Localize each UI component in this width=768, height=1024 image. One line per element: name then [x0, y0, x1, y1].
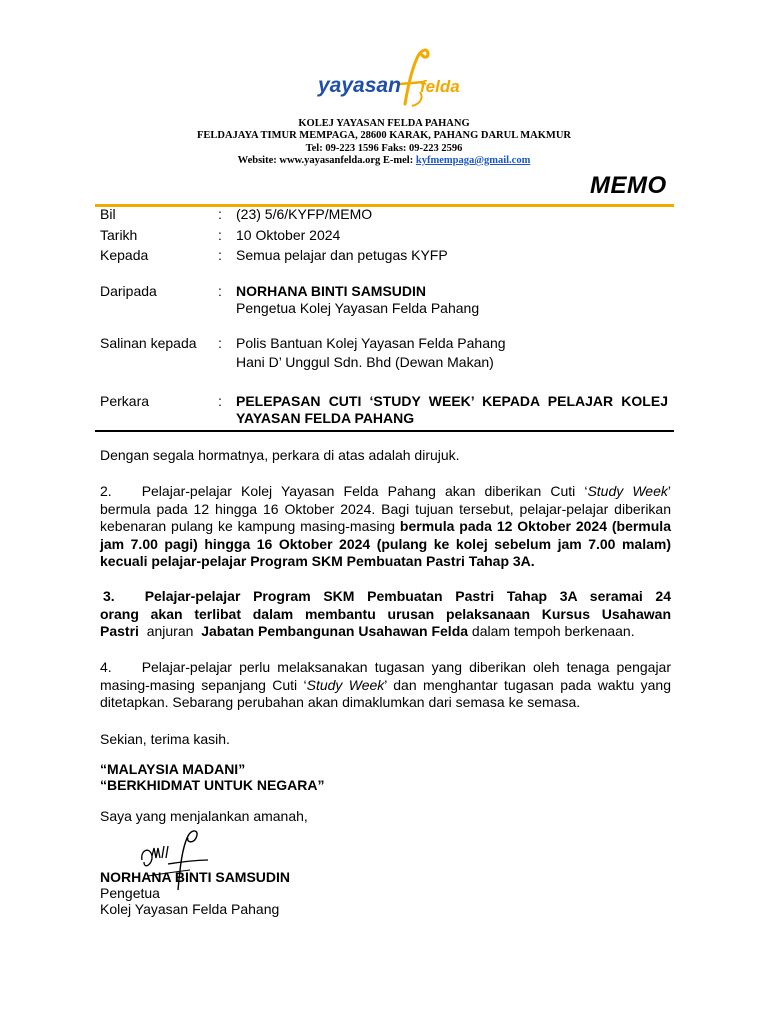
bil-colon: :	[218, 206, 222, 222]
p2-text-3b: bermula pada 12 Oktober 2024 (bermula	[399, 518, 671, 534]
daripada-colon: :	[218, 283, 222, 299]
p3-text-1: Pelajar-pelajar Program SKM Pembuatan Pastri Tahap 3A seramai 24	[144, 588, 671, 604]
p2-text-3a: kebenaran pulang ke kampung masing-masing	[100, 518, 400, 534]
p2-line-2: bermula pada 12 hingga 16 Oktober 2024. Bagi tujuan tersebut, pelajar-pelajar diberikan	[100, 500, 671, 517]
p2-text-1i: Study Week	[587, 483, 668, 499]
p2-line-5: kecuali pelajar-pelajar Program SKM Pembuatan Pastri Tahap 3A.	[100, 553, 535, 569]
p4-text-1: Pelajar-pelajar perlu melaksanakan tugasan yang diberikan oleh tenaga pengajar	[141, 659, 671, 675]
p4-line-1	[100, 659, 671, 677]
perkara-colon: :	[218, 393, 222, 409]
daripada-label: Daripada	[100, 283, 157, 299]
tarikh-colon: :	[218, 227, 222, 243]
p2-text-1a: Pelajar-pelajar Kolej Yayasan Felda Pahang akan diberikan Cuti ‘	[141, 483, 588, 499]
paragraph-4	[100, 659, 671, 712]
p2-line-1	[100, 483, 671, 501]
daripada-title: Pengetua Kolej Yayasan Felda Pahang	[236, 300, 480, 316]
salinan-colon: :	[218, 335, 222, 351]
p3-text-3b: anjuran	[138, 623, 202, 639]
header-divider	[95, 204, 674, 207]
p3-line-1	[100, 588, 671, 606]
signatory-position: Pengetua	[100, 885, 160, 901]
website-label: Website: www.yayasanfelda.org E-mel:	[237, 155, 416, 166]
tarikh-value: 10 Oktober 2024	[236, 227, 341, 243]
memo-title: MEMO	[590, 172, 667, 199]
greeting: Dengan segala hormatnya, perkara di atas adalah dirujuk.	[100, 447, 460, 463]
paragraph-2	[100, 483, 671, 571]
p3-text-3a: Pastri	[100, 623, 139, 639]
p3-number: 3.	[103, 588, 115, 604]
p3-line-2: orang akan terlibat dalam membantu urusan pelaksanaan Kursus Usahawan	[100, 605, 671, 622]
p3-line-3	[100, 623, 671, 641]
daripada-name: NORHANA BINTI SAMSUDIN	[236, 283, 427, 299]
p4-line-2	[100, 677, 671, 695]
p2-line-4: jam 7.00 pagi) hingga 16 Oktober 2024 (pulang ke kolej sebelum jam 7.00 malam)	[100, 535, 671, 552]
p3-text-3d: dalam tempoh berkenaan.	[468, 623, 635, 639]
college-website-email	[0, 154, 768, 167]
slogan-1: “MALAYSIA MADANI”	[100, 761, 246, 777]
p3-text-3c: Jabatan Pembangunan Usahawan Felda	[201, 623, 469, 639]
p2-number: 2.	[100, 483, 112, 499]
perkara-label: Perkara	[100, 393, 150, 409]
closing-text: Sekian, terima kasih.	[100, 731, 230, 747]
tarikh-label: Tarikh	[100, 227, 138, 243]
amanah-text: Saya yang menjalankan amanah,	[100, 808, 308, 824]
yayasan-felda-logo	[312, 46, 462, 112]
p4-text-2i: Study Week	[306, 676, 385, 693]
p4-text-2a: masing-masing sepanjang Cuti ‘	[100, 676, 307, 693]
p2-text-1b: ’	[667, 483, 671, 499]
kepada-label: Kepada	[100, 247, 149, 263]
kepada-colon: :	[218, 247, 222, 263]
p4-line-3: ditetapkan. Sebarang perubahan akan dimaklumkan dari semasa ke semasa.	[100, 694, 581, 710]
college-address: FELDAJAYA TIMUR MEMPAGA, 28600 KARAK, PAHANG DARUL MAKMUR	[196, 130, 571, 141]
email-link[interactable]: kyfmempaga@gmail.com	[415, 155, 531, 166]
bil-value: (23) 5/6/KYFP/MEMO	[236, 206, 373, 222]
p4-number: 4.	[100, 659, 112, 675]
paragraph-3	[100, 588, 671, 641]
kepada-value: Semua pelajar dan petugas KYFP	[236, 247, 448, 263]
logo-text-yayasan: yayasan	[318, 74, 401, 97]
slogan-2: “BERKHIDMAT UNTUK NEGARA”	[100, 777, 325, 793]
college-name: KOLEJ YAYASAN FELDA PAHANG	[298, 118, 470, 129]
p2-line-3	[100, 518, 671, 536]
p4-text-2b: ’ dan menghantar tugasan pada waktu yang	[384, 676, 671, 693]
fields-divider	[95, 430, 674, 432]
college-phone-fax: Tel: 09-223 1596 Faks: 09-223 2596	[305, 143, 463, 154]
perkara-line-1: PELEPASAN CUTI ‘STUDY WEEK’ KEPADA PELAJAR KOLEJ	[236, 393, 668, 409]
signatory-name: NORHANA BINTI SAMSUDIN	[100, 869, 291, 885]
signatory-organisation: Kolej Yayasan Felda Pahang	[100, 901, 280, 917]
salinan-recipient-1: Polis Bantuan Kolej Yayasan Felda Pahang	[236, 335, 506, 351]
bil-label: Bil	[100, 206, 116, 222]
salinan-label: Salinan kepada	[100, 335, 197, 351]
salinan-recipient-2: Hani D’ Unggul Sdn. Bhd (Dewan Makan)	[236, 354, 494, 370]
logo-text-felda: felda	[420, 77, 460, 96]
perkara-line-2: YAYASAN FELDA PAHANG	[236, 410, 415, 426]
